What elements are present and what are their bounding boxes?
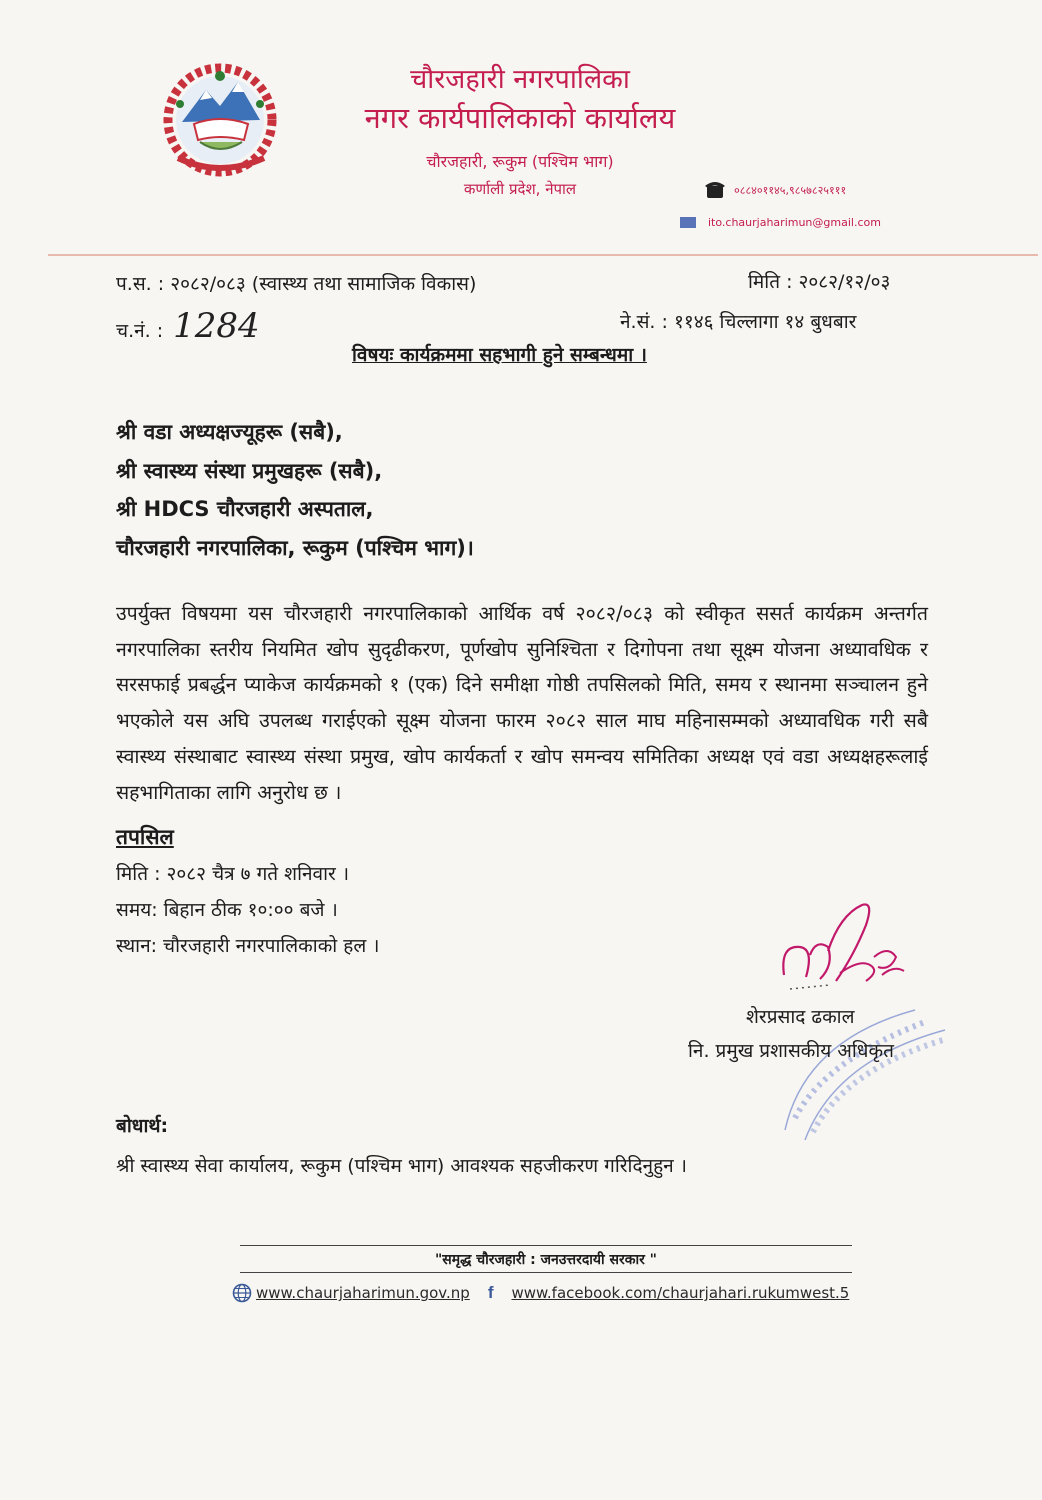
municipality-name: चौरजहारी नगरपालिका (410, 64, 630, 95)
phone-number: ०८८४०११४५,९८५७८२५१११ (734, 183, 847, 197)
footer-slogan: "समृद्ध चौरजहारी : जनउत्तरदायी सरकार " (435, 1252, 657, 1268)
recipient-line: चौरजहारी नगरपालिका, रूकुम (पश्चिम भाग)। (116, 535, 474, 560)
schedule-place: स्थान: चौरजहारी नगरपालिकाको हल । (116, 935, 380, 957)
email-icon (680, 217, 696, 228)
footer-top-rule (240, 1245, 852, 1246)
office-header (330, 62, 710, 202)
contact-info (680, 178, 980, 234)
nepal-government-emblem-icon (160, 60, 290, 180)
schedule-heading: तपसिल (116, 825, 174, 849)
facebook-link[interactable]: www.facebook.com/chaurjahari.rukumwest.5 (511, 1284, 850, 1302)
dispatch-handwritten-value: 1284 (173, 306, 260, 346)
reference-number: प.स. : २०८२/०८३ (स्वास्थ्य तथा सामाजिक विकास) (116, 273, 477, 295)
letter-subject: विषयः कार्यक्रममा सहभागी हुने सम्बन्धमा । (352, 344, 647, 366)
address-line: चौरजहारी, रूकुम (पश्चिम भाग) (426, 152, 614, 171)
recipient-line: श्री HDCS चौरजहारी अस्पताल, (116, 497, 374, 521)
cc-text: श्री स्वास्थ्य सेवा कार्यालय, रूकुम (पश्चिम भाग) आवश्यक सहजीकरण गरिदिनुहुन । (116, 1155, 687, 1177)
nepal-sambat-date: ने.सं. : ११४६ चिल्लागा १४ बुधबार (620, 311, 857, 333)
province-line: कर्णाली प्रदेश, नेपाल (463, 180, 577, 198)
globe-icon (232, 1283, 252, 1303)
telephone-icon (704, 180, 726, 200)
letter-body: उपर्युक्त विषयमा यस चौरजहारी नगरपालिकाको आर्थिक वर्ष २०८२/०८३ को स्वीकृत ससर्त कार्यक्रम अन्तर्गत नगरपालिका स्तरीय नियमित खोप सुदृढीकरण, पूर्णखोप सुनिश्चिता र दिगोपना तथा सूक्ष्म योजना अध्यावधिक र सरसफाई प्रबर्द्धन प्याकेज कार्यक्रमको १ (एक) दिने समीक्षा गोष्ठी तपसिलको मिति, समय र स्थानमा सञ्चालन हुने भएकोले यस अघि उपलब्ध गराईएको सूक्ष्म योजना फारम २०८२ साल माघ महिनासम्मको अध्यावधिक गरी सबै स्वास्थ्य संस्थाबाट स्वास्थ्य संस्था प्रमुख, खोप कार्यकर्ता र खोप समन्वय समितिका अध्यक्ष एवं वडा अध्यक्षहरूलाई सहभागिताका लागि अनुरोध छ । (116, 602, 928, 804)
signer-name: शेरप्रसाद ढकाल (746, 1006, 855, 1028)
footer-bottom-rule (240, 1272, 852, 1273)
email-address: ito.chaurjaharimun@gmail.com (708, 215, 881, 229)
recipients-block (116, 413, 474, 567)
handwritten-signature (770, 895, 910, 1000)
header-divider (48, 254, 1038, 256)
letter-date: मिति : २०८२/१२/०३ (748, 271, 891, 293)
office-name: नगर कार्यपालिकाको कार्यालय (364, 101, 676, 135)
recipient-line: श्री वडा अध्यक्षज्यूहरू (सबै), (116, 420, 343, 444)
schedule-date: मिति : २०८२ चैत्र ७ गते शनिवार । (116, 863, 350, 885)
signer-title: नि. प्रमुख प्रशासकीय अधिकृत (688, 1040, 894, 1062)
dispatch-number (116, 306, 260, 346)
schedule-time: समय: बिहान ठीक १०:०० बजे । (116, 899, 338, 921)
recipient-line: श्री स्वास्थ्य संस्था प्रमुखहरू (सबै), (116, 458, 383, 483)
cc-heading: बोधार्थ: (116, 1115, 169, 1137)
schedule-details (116, 856, 379, 964)
dispatch-label: च.नं. : (116, 320, 164, 342)
facebook-icon: f (487, 1283, 494, 1302)
footer-links (232, 1283, 849, 1303)
website-link[interactable]: www.chaurjaharimun.gov.np (256, 1284, 470, 1302)
